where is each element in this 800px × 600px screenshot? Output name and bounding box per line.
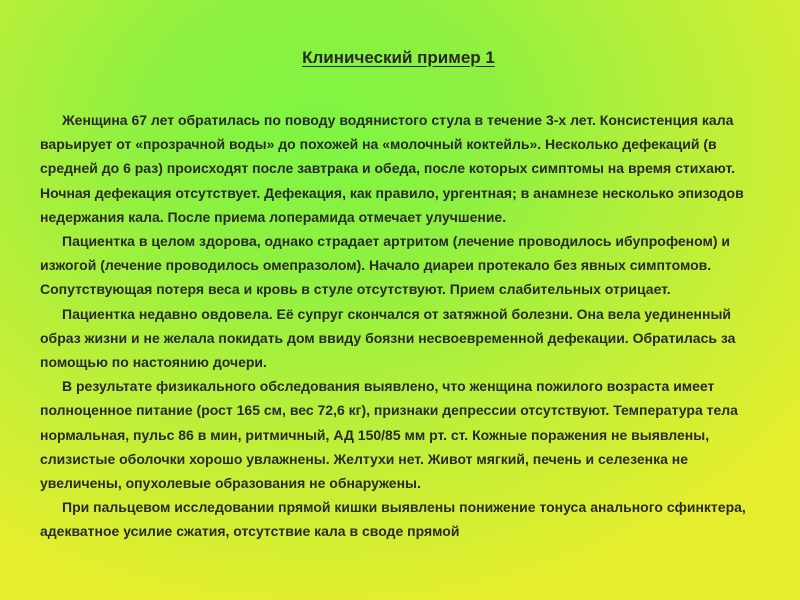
slide-title [0, 48, 800, 68]
paragraph-history: Пациентка в целом здорова, однако страдает артритом (лечение проводилось ибупрофеном) и изжогой (лечение проводилось омепразолом). Начало диареи протекало без явных симптомов. Сопутствующая потеря веса и кровь в стуле отсутствуют. Прием слабительных отрицает. [40, 233, 731, 298]
slide-title-text: Клинический пример 1 [302, 48, 495, 67]
paragraph-social: Пациентка недавно овдовела. Её супруг скончался от затяжной болезни. Она вела уединенный образ жизни и не желала покидать дом ввиду боязни несвоевременной дефекации. Обратилась за помощью по настоянию дочери. [40, 305, 736, 371]
paragraph-rectal-exam: При пальцевом исследовании прямой кишки выявлены понижение тонуса анального сфинктера, адекватное усилие сжатия, отсутствие кала в своде прямой [40, 499, 746, 540]
paragraph-complaints: Женщина 67 лет обратилась по поводу водянистого стула в течение 3-х лет. Консистенция кала варьирует от «прозрачной воды» до похожей на «молочный коктейль». Несколько дефекаций (в средней до 6 раз) происходят после завтрака и обеда, после которых симптомы на время стихают. Ночная дефекация отсутствует. Дефекация, как правило, ургентная; в анамнезе несколько эпизодов недержания кала. После приема лоперамида отмечает улучшение. [40, 112, 744, 225]
paragraph-exam: В результате физикального обследования выявлено, что женщина пожилого возраста имеет полноценное питание (рост 165 см, вес 72,6 кг), признаки депрессии отсутствуют. Температура тела нормальная, пульс 86 в мин, ритмичный, АД 150/85 мм рт. ст. Кожные поражения не выявлены, слизистые оболочки хорошо увлажнены. Желтухи нет. Живот мягкий, печень и селезенка не увеличены, опухолевые образования не обнаружены. [40, 378, 738, 492]
slide-body [40, 108, 770, 544]
